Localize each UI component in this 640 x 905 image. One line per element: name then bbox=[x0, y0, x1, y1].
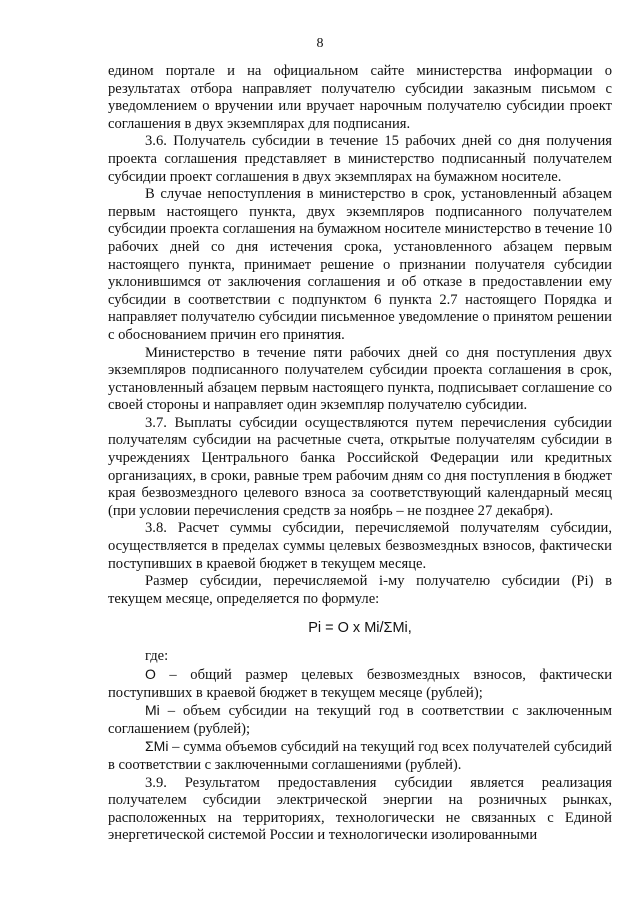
paragraph-3-7: 3.7. Выплаты субсидии осуществляются путем перечисления субсидии получателям субсидии на расчетные счета, открытые получателям субсидии в учреждениях Центрального банка Российской Федерации или кредитных организациях, в сроки, равные трем рабочим дням со дня поступления в бюджет края безвозмездного целевого взноса за соответствующий календарный месяц (при условии перечисления средств за ноябрь – не позднее 27 декабря). bbox=[108, 414, 612, 519]
symbol-sum-mi: ΣMi bbox=[145, 738, 169, 755]
definition-mi-text: – объем субсидии на текущий год в соответствии с заключенным соглашением (рублей); bbox=[108, 703, 612, 737]
definition-sum-mi-text: – сумма объемов субсидий на текущий год всех получателей субсидий в соответствии с заключенными соглашениями (рублей). bbox=[108, 739, 612, 773]
where-label: где: bbox=[145, 648, 169, 665]
document-body bbox=[108, 63, 612, 845]
definition-sum-mi bbox=[108, 738, 612, 774]
paragraph-subsidy-size: Размер субсидии, перечисляемой i-му получателю субсидии (Pi) в текущем месяце, определяется по формуле: bbox=[108, 573, 612, 607]
paragraph-3-8: 3.8. Расчет суммы субсидии, перечисляемой получателям субсидии, осуществляется в пределах суммы целевых безвозмездных взносов, фактически поступивших в краевой бюджет в текущем месяце. bbox=[108, 520, 612, 572]
paragraph-non-receipt: В случае непоступления в министерство в срок, установленный абзацем первым настоящего пункта, двух экземпляров подписанного получателем субсидии проекта соглашения на бумажном носителе министерство в течение 10 рабочих дней со дня истечения срока, установленного абзацем первым настоящего пункта, принимает решение о признании получателя субсидии уклонившимся от заключения соглашения и об отказе в предоставлении ему субсидии в соответствии с подпунктом 6 пункта 2.7 настоящего Порядка и направляет получателю субсидии письменное уведомление о принятом решении с обоснованием причин его принятия. bbox=[108, 186, 612, 343]
symbol-mi: Mi bbox=[145, 702, 160, 719]
page-number: 8 bbox=[316, 36, 324, 51]
definition-o bbox=[108, 666, 612, 702]
paragraph-3-6: 3.6. Получатель субсидии в течение 15 рабочих дней со дня получения проекта соглашения представляет в министерство подписанный получателем субсидии проект соглашения в двух экземплярах на бумажном носителе. bbox=[108, 133, 612, 185]
paragraph-3-9: 3.9. Результатом предоставления субсидии является реализация получателем субсидии электрической энергии на розничных рынках, расположенных на территориях, технологически не связанных с Единой энергетической системой России и технологически изолированными bbox=[108, 774, 612, 844]
definition-o-text: – общий размер целевых безвозмездных взносов, фактически поступивших в краевой бюджет в текущем месяце (рублей); bbox=[108, 667, 612, 701]
definition-mi bbox=[108, 702, 612, 738]
paragraph-continuation: едином портале и на официальном сайте министерства информации о результатах отбора направляет получателю субсидии заказным письмом с уведомлением о вручении или вручает нарочным получателю субсидии проект соглашения в двух экземплярах для подписания. bbox=[108, 63, 612, 132]
paragraph-ministry-signs: Министерство в течение пяти рабочих дней со дня поступления двух экземпляров подписанного получателем субсидии проекта соглашения в срок, установленный абзацем первым настоящего пункта, подписывает соглашение со своей стороны и направляет один экземпляр получателю субсидии. bbox=[108, 344, 612, 414]
formula: Pi = O x Mi/ΣMi, bbox=[308, 620, 412, 637]
symbol-o: O bbox=[145, 666, 156, 682]
